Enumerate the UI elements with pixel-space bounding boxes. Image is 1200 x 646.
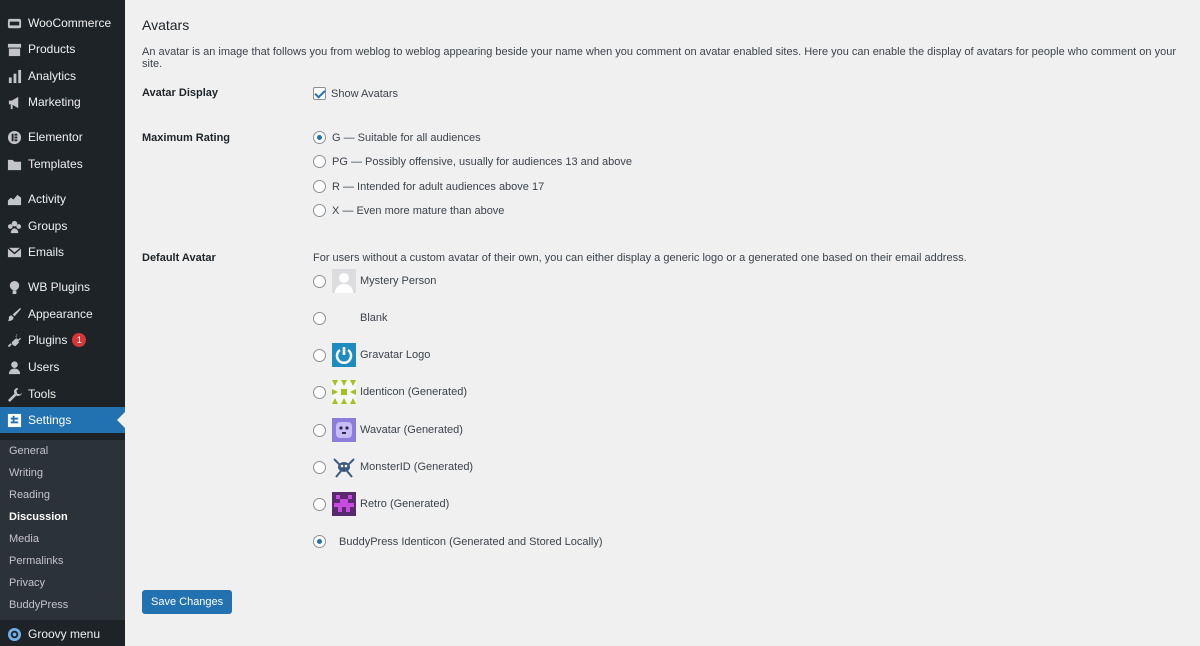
groups-icon: [6, 218, 22, 234]
activity-icon: [6, 191, 22, 207]
sidebar-item-label: Tools: [28, 387, 57, 401]
sidebar-item-label: Marketing: [28, 95, 81, 109]
folder-icon: [6, 156, 22, 172]
sidebar-item-label: Analytics: [28, 69, 77, 83]
avatar-option-label: Identicon (Generated): [360, 386, 468, 398]
avatar-radio-buddypress-identicon[interactable]: [313, 535, 326, 548]
sidebar-item-groups[interactable]: [0, 213, 125, 239]
update-count-badge: 1: [72, 333, 86, 347]
settings-icon: [6, 412, 22, 428]
maximum-rating-label: Maximum Rating: [142, 132, 231, 144]
sidebar-item-woocommerce[interactable]: [0, 10, 125, 36]
avatar-option-gravatar-logo[interactable]: [313, 343, 430, 367]
megaphone-icon: [6, 94, 22, 110]
avatar-option-retro[interactable]: [313, 492, 449, 516]
sidebar-item-marketing[interactable]: [0, 89, 125, 115]
avatar-option-blank[interactable]: [313, 306, 388, 330]
settings-submenu: [0, 440, 125, 620]
sidebar-item-activity[interactable]: [0, 186, 125, 212]
avatar-option-monsterid[interactable]: [313, 455, 473, 479]
avatar-radio-gravatar-logo[interactable]: [313, 349, 326, 362]
rating-radio-x[interactable]: [313, 204, 326, 217]
page-title: Avatars: [142, 17, 190, 33]
submenu-item-permalinks[interactable]: Permalinks: [9, 555, 64, 567]
rating-option-g[interactable]: [313, 131, 481, 144]
submenu-item-reading[interactable]: Reading: [9, 489, 50, 501]
gravatar-logo-icon: [332, 343, 356, 367]
sidebar-item-groovy-menu[interactable]: [0, 621, 125, 646]
email-icon: [6, 244, 22, 260]
elementor-icon: [6, 129, 22, 145]
settings-main: [125, 0, 1200, 646]
rating-radio-r[interactable]: [313, 180, 326, 193]
avatar-radio-blank[interactable]: [313, 312, 326, 325]
submenu-item-writing[interactable]: Writing: [9, 467, 44, 479]
submenu-item-general[interactable]: General: [9, 445, 49, 457]
sidebar-item-templates[interactable]: [0, 151, 125, 177]
paintbrush-icon: [6, 306, 22, 322]
sidebar-item-elementor[interactable]: [0, 124, 125, 150]
sidebar-item-analytics[interactable]: [0, 63, 125, 89]
sidebar-item-label: Emails: [28, 245, 65, 259]
identicon-icon: [332, 380, 356, 404]
rating-radio-pg[interactable]: [313, 155, 326, 168]
mystery-person-icon: [332, 269, 356, 293]
avatar-option-label: Mystery Person: [360, 275, 437, 287]
avatar-radio-retro[interactable]: [313, 498, 326, 511]
avatar-radio-wavatar[interactable]: [313, 424, 326, 437]
sidebar-item-label: Appearance: [28, 307, 93, 321]
rating-option-label: R — Intended for adult audiences above 17: [332, 180, 545, 193]
avatar-option-label: Gravatar Logo: [360, 349, 431, 361]
rating-radio-g[interactable]: [313, 131, 326, 144]
avatar-radio-identicon[interactable]: [313, 386, 326, 399]
rating-option-label: G — Suitable for all audiences: [332, 131, 481, 144]
products-icon: [6, 41, 22, 57]
groovy-icon: [6, 626, 22, 642]
rating-option-r[interactable]: [313, 180, 544, 193]
analytics-icon: [6, 68, 22, 84]
sidebar-item-appearance[interactable]: [0, 301, 125, 327]
plugin-icon: [6, 332, 22, 348]
retro-icon: [332, 492, 356, 516]
sidebar-item-wb-plugins[interactable]: [0, 274, 125, 300]
sidebar-item-label: Plugins: [28, 333, 68, 347]
rating-option-x[interactable]: [313, 204, 504, 217]
rating-option-label: PG — Possibly offensive, usually for audiences 13 and above: [332, 155, 633, 168]
lightbulb-icon: [6, 279, 22, 295]
sidebar-item-label: Settings: [28, 413, 72, 427]
submenu-item-privacy[interactable]: Privacy: [9, 577, 46, 589]
show-avatars-option[interactable]: [313, 87, 398, 100]
sidebar-item-users[interactable]: [0, 354, 125, 380]
sidebar-item-label: WooCommerce: [28, 16, 112, 30]
sidebar-item-emails[interactable]: [0, 239, 125, 265]
user-icon: [6, 359, 22, 375]
page-description: An avatar is an image that follows you from weblog to weblog appearing beside your name when you comment on avatar enabled sites. Here you can enable the display of avatars for people who comment on your site.: [142, 46, 1176, 70]
rating-option-label: X — Even more mature than above: [332, 204, 505, 217]
monsterid-icon: [332, 455, 356, 479]
rating-option-pg[interactable]: [313, 155, 632, 168]
sidebar-item-products[interactable]: [0, 36, 125, 62]
woocommerce-icon: [6, 15, 22, 31]
avatar-option-mystery-person[interactable]: [313, 269, 436, 293]
avatar-radio-mystery-person[interactable]: [313, 275, 326, 288]
sidebar-item-label: Elementor: [28, 130, 83, 144]
avatar-option-label: BuddyPress Identicon (Generated and Stored Locally): [339, 535, 603, 548]
sidebar-item-label: Activity: [28, 192, 67, 206]
default-avatar-description: For users without a custom avatar of their own, you can either display a generic logo or a generated one based on their email address.: [313, 252, 967, 264]
wavatar-icon: [332, 418, 356, 442]
avatar-option-label: MonsterID (Generated): [360, 461, 474, 473]
admin-sidebar: [0, 0, 125, 646]
submenu-item-media[interactable]: Media: [9, 533, 39, 545]
sidebar-item-tools[interactable]: [0, 381, 125, 407]
avatar-option-identicon[interactable]: [313, 380, 467, 404]
sidebar-item-label: Templates: [28, 157, 83, 171]
submenu-item-buddypress[interactable]: BuddyPress: [9, 599, 69, 611]
sidebar-item-label: Products: [28, 42, 76, 56]
sidebar-item-plugins[interactable]: [0, 327, 125, 353]
avatar-option-buddypress-identicon[interactable]: [313, 535, 603, 548]
avatar-option-label: Retro (Generated): [360, 498, 450, 510]
default-avatar-label: Default Avatar: [142, 252, 216, 264]
active-indicator-arrow: [117, 412, 125, 428]
sidebar-item-settings[interactable]: [0, 407, 125, 433]
avatar-radio-monsterid[interactable]: [313, 461, 326, 474]
sidebar-item-label: Groovy menu: [28, 627, 101, 641]
show-avatars-label: Show Avatars: [331, 87, 399, 100]
submenu-item-discussion[interactable]: Discussion: [9, 511, 68, 523]
sidebar-item-label: WB Plugins: [28, 280, 91, 294]
blank-avatar: [332, 306, 356, 330]
avatar-display-label: Avatar Display: [142, 87, 219, 99]
avatar-option-wavatar[interactable]: [313, 418, 463, 442]
save-changes-button[interactable]: Save Changes: [142, 590, 232, 614]
avatar-option-label: Blank: [360, 312, 388, 324]
sidebar-item-label: Users: [28, 360, 60, 374]
avatar-option-label: Wavatar (Generated): [360, 424, 463, 436]
show-avatars-checkbox[interactable]: [313, 87, 326, 100]
wrench-icon: [6, 386, 22, 402]
sidebar-item-label: Groups: [28, 219, 68, 233]
